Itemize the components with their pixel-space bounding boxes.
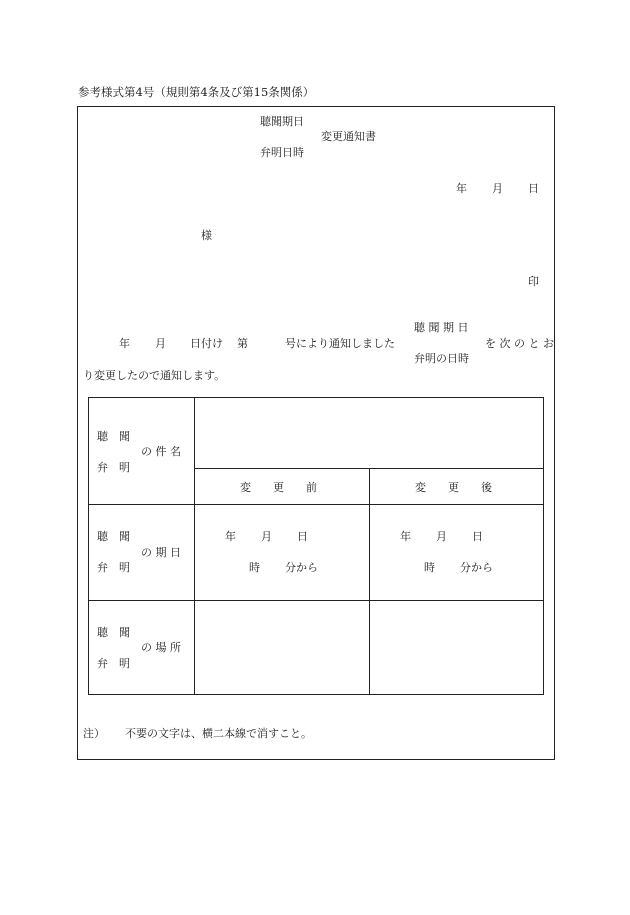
note-text: 不要の文字は、横二本線で消すこと。 (125, 727, 312, 740)
body-stack-hearing-date: 聴 聞 期 日 (414, 321, 469, 334)
row-case-label-bottom: 弁 明 (97, 461, 130, 474)
body-stack-explanation-datetime: 弁明の日時 (414, 352, 469, 365)
row-date-label-top: 聴 聞 (97, 530, 130, 543)
body-month: 月 (155, 337, 166, 350)
body-continuation: を 次 の と お (485, 337, 554, 350)
row-date-label-middle: の 期 日 (141, 546, 181, 559)
column-header-before: 変 更 前 (240, 481, 317, 494)
before-month: 月 (261, 530, 272, 543)
before-minute: 分から (285, 561, 318, 574)
body-second-line: り変更したので通知します。 (83, 369, 226, 382)
after-month: 月 (436, 530, 447, 543)
date-year: 年 (456, 182, 467, 195)
after-hour: 時 (424, 561, 435, 574)
row-case-label-top: 聴 聞 (97, 430, 130, 443)
before-day: 日 (297, 530, 308, 543)
title-hearing-date: 聴聞期日 (260, 115, 304, 128)
after-day: 日 (472, 530, 483, 543)
column-header-after: 変 更 後 (415, 481, 492, 494)
date-month: 月 (492, 182, 503, 195)
after-year: 年 (400, 530, 411, 543)
table-divider-before-after (369, 468, 370, 695)
row-place-label-middle: の 場 所 (141, 641, 181, 654)
row-place-label-top: 聴 聞 (97, 626, 130, 639)
body-number-suffix: 号により通知しました (285, 337, 395, 350)
addressee-suffix: 様 (201, 229, 212, 242)
after-minute: 分から (460, 561, 493, 574)
row-date-label-bottom: 弁 明 (97, 561, 130, 574)
note-label: 注） (83, 727, 105, 740)
body-number-prefix: 第 (237, 337, 248, 350)
table-divider-label-column (194, 397, 195, 695)
row-place-label-bottom: 弁 明 (97, 657, 130, 670)
table-line-date-bottom (88, 600, 544, 601)
body-year: 年 (119, 337, 130, 350)
title-explanation-datetime: 弁明日時 (260, 146, 304, 159)
body-day-suffix: 日付け (190, 337, 223, 350)
table-line-case-bottom (88, 504, 544, 505)
title-change-notice: 変更通知書 (321, 130, 376, 143)
before-year: 年 (225, 530, 236, 543)
row-case-label-middle: の 件 名 (141, 445, 181, 458)
date-day: 日 (528, 182, 539, 195)
form-reference-title: 参考様式第4号（規則第4条及び第15条関係） (78, 85, 315, 99)
seal-mark: 印 (528, 275, 539, 288)
before-hour: 時 (249, 561, 260, 574)
